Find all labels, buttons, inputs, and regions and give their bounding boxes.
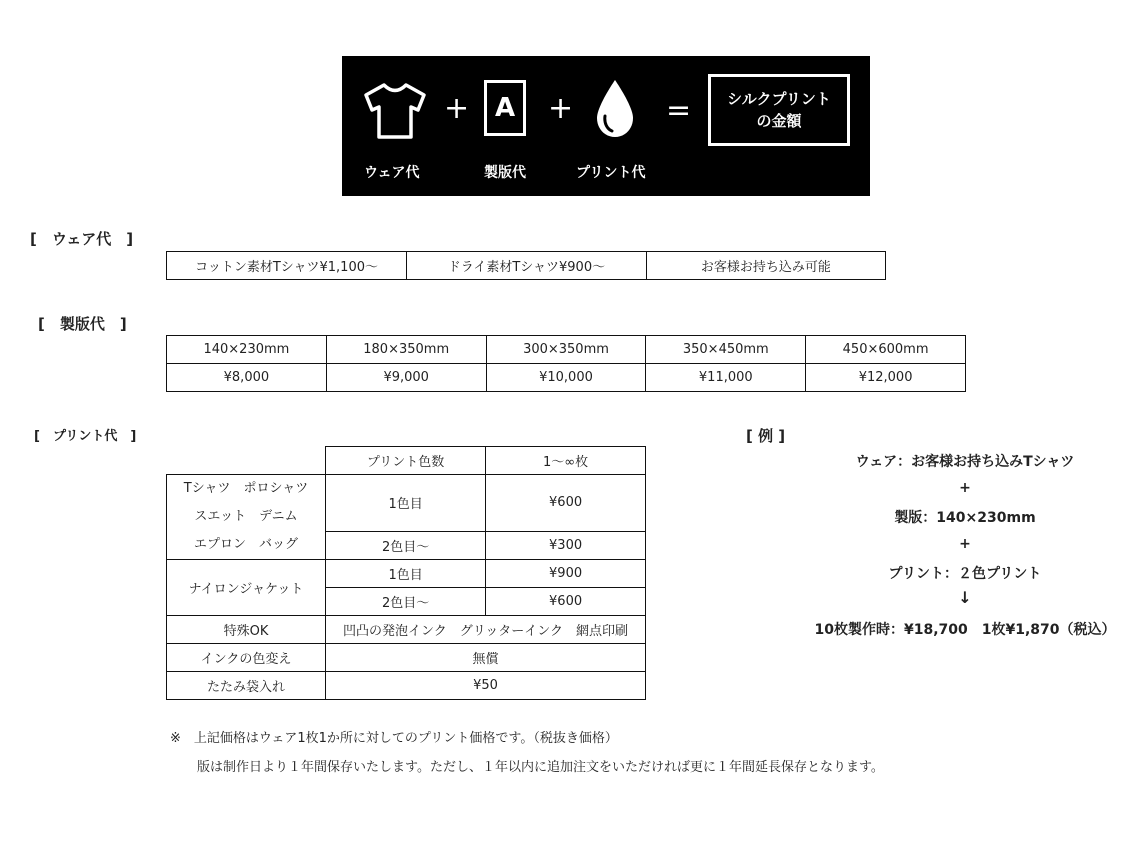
special-ink-value: 凹凸の発泡インク グリッターインク 網点印刷 xyxy=(326,616,646,644)
plate-table xyxy=(166,335,966,392)
plate-price: ¥12,000 xyxy=(806,364,966,392)
silk-print-total-box xyxy=(708,74,850,146)
plate-size: 450×600mm xyxy=(806,336,966,364)
example-wear: ウェア：お客様お持ち込みTシャツ xyxy=(855,454,1075,470)
result-line-1: シルクプリント xyxy=(727,90,831,108)
plate-letter: A xyxy=(494,93,516,123)
wear-table xyxy=(166,251,886,280)
example-plus: + xyxy=(959,480,971,496)
garment-line: Tシャツ ポロシャツ xyxy=(183,481,309,496)
wear-item-bring-own: お客様お持ち込み可能 xyxy=(646,252,885,280)
first-color-price: ¥600 xyxy=(486,475,646,532)
print-table-corner xyxy=(167,447,326,475)
plate-size: 350×450mm xyxy=(646,336,806,364)
ink-change-value: 無償 xyxy=(326,644,646,672)
example-plate: 製版：140×230mm xyxy=(894,510,1036,526)
wear-item-cotton: コットン素材Tシャツ¥1,100〜 xyxy=(167,252,407,280)
plate-price: ¥8,000 xyxy=(167,364,327,392)
print-section-heading: [ プリント代 ] xyxy=(34,429,137,444)
print-header-colors: プリント色数 xyxy=(326,447,486,475)
print-cost-label: プリント代 xyxy=(576,165,646,181)
example-heading: [ 例 ] xyxy=(746,427,786,445)
plate-icon xyxy=(484,80,526,136)
ink-drop-icon xyxy=(593,78,637,140)
equals-sign: = xyxy=(666,93,692,128)
first-color-label: 1色目 xyxy=(326,475,486,532)
plate-price: ¥11,000 xyxy=(646,364,806,392)
print-price-table xyxy=(166,446,646,700)
special-ink-label: 特殊OK xyxy=(167,616,326,644)
wear-item-dry: ドライ素材Tシャツ¥900〜 xyxy=(407,252,647,280)
nylon-first-color-price: ¥900 xyxy=(486,560,646,588)
fold-bag-label: たたみ袋入れ xyxy=(167,672,326,700)
plate-size: 180×350mm xyxy=(326,336,486,364)
nylon-first-color-label: 1色目 xyxy=(326,560,486,588)
plate-section-heading: [ 製版代 ] xyxy=(38,315,127,333)
nylon-second-color-label: 2色目〜 xyxy=(326,588,486,616)
result-line-2: の金額 xyxy=(756,112,802,130)
garment-line: エプロン バッグ xyxy=(193,537,298,552)
plate-cost-label: 製版代 xyxy=(484,165,526,181)
note-line-2: 版は制作日より１年間保存いたします。ただし、１年以内に追加注文をいただければ更に１年間延長保存となります。 xyxy=(197,760,884,775)
plate-price: ¥9,000 xyxy=(326,364,486,392)
garment-type-cell xyxy=(167,475,326,560)
wear-section-heading: [ ウェア代 ] xyxy=(30,230,134,248)
plate-size: 300×350mm xyxy=(486,336,646,364)
print-header-qty: 1〜∞枚 xyxy=(486,447,646,475)
second-color-label: 2色目〜 xyxy=(326,531,486,559)
ink-change-label: インクの色変え xyxy=(167,644,326,672)
fold-bag-value: ¥50 xyxy=(326,672,646,700)
second-color-price: ¥300 xyxy=(486,531,646,559)
garment-line: スエット デニム xyxy=(194,509,298,524)
plate-price: ¥10,000 xyxy=(486,364,646,392)
example-result: 10枚製作時：¥18,700 1枚¥1,870（税込） xyxy=(814,622,1116,638)
wear-cost-label: ウェア代 xyxy=(364,165,420,181)
price-formula-banner xyxy=(342,56,870,196)
plus-sign: + xyxy=(444,91,470,126)
note-line-1: ※ 上記価格はウェア1枚1か所に対してのプリント価格です。（税抜き価格） xyxy=(170,731,618,746)
nylon-second-color-price: ¥600 xyxy=(486,588,646,616)
nylon-jacket-cell: ナイロンジャケット xyxy=(167,560,326,616)
tshirt-icon xyxy=(362,82,428,140)
example-print: プリント：２色プリント xyxy=(888,566,1042,582)
plate-size: 140×230mm xyxy=(167,336,327,364)
plus-sign: + xyxy=(548,91,574,126)
down-arrow-icon: ↓ xyxy=(958,588,972,607)
example-plus: + xyxy=(959,536,971,552)
